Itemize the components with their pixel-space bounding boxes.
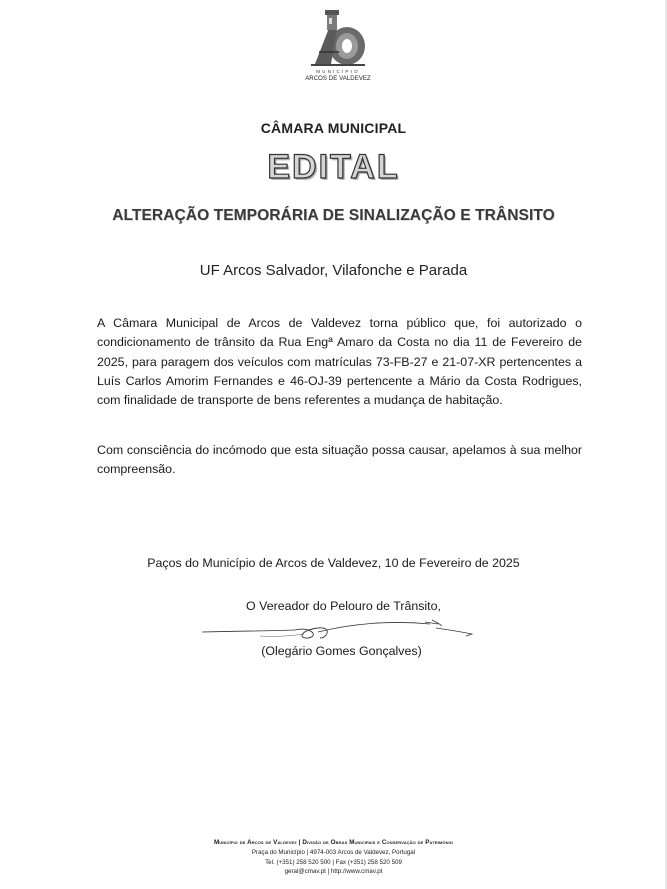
- page-footer: [0, 838, 667, 877]
- logo-name: ARCOS DE VALDEVEZ: [305, 76, 371, 82]
- document-type-title: [0, 148, 667, 187]
- footer-separator: |: [296, 839, 303, 846]
- signer-role: O Vereador do Pelouro de Trânsito,: [246, 599, 441, 613]
- institution-heading: CÂMARA MUNICIPAL: [260, 120, 407, 136]
- footer-organization: [0, 838, 667, 848]
- footer-contacts: [0, 867, 667, 877]
- logo-subtitle: MUNICÍPIO: [316, 69, 360, 74]
- place-and-date: Paços do Município de Arcos de Valdevez, 10 de Fevereiro de 2025: [147, 556, 520, 570]
- footer-address: Praça do Município | 4974-003 Arcos de Valdevez, Portugal: [251, 849, 416, 856]
- footer-phone-fax: Tel. (+351) 258 520 500 | Fax (+351) 258 520 509: [265, 858, 402, 866]
- handwritten-signature-icon: [200, 614, 480, 648]
- municipality-crest-icon: [307, 6, 369, 68]
- signer-name: (Olegário Gomes Gonçalves): [261, 644, 422, 658]
- parish-name: UF Arcos Salvador, Vilafonche e Parada: [199, 262, 468, 279]
- footer-email-link[interactable]: geral@cmav.pt: [284, 868, 326, 875]
- footer-division: Divisão de Obras Municipais e Conservação de Património: [302, 839, 454, 846]
- footer-contact-separator: |: [325, 868, 331, 875]
- body-paragraph-apology: Com consciência do incómodo que esta situação possa causar, apelamos à sua melhor compreensão.: [97, 443, 582, 477]
- footer-municipality: Município de Arcos de Valdevez: [213, 839, 297, 846]
- document-type-text: EDITAL: [267, 148, 400, 186]
- municipality-logo: [300, 6, 376, 92]
- subject-heading: ALTERAÇÃO TEMPORÁRIA DE SINALIZAÇÃO E TRÂNSITO: [112, 207, 555, 224]
- body-paragraph-notice: A Câmara Municipal de Arcos de Valdevez torna público que, foi autorizado o condicionamento de trânsito da Rua Engª Amaro da Costa no dia 11 de Fevereiro de 2025, para paragem dos veículos com matrículas 73-FB-27 e 21-07-XR pertencentes a Luís Carlos Amorim Fernandes e 46-OJ-39 pertencente a Mário da Costa Rodrigues, com finalidade de transporte de bens referentes a mudança de habitação.: [97, 316, 582, 408]
- footer-website-link[interactable]: http://www.cmav.pt: [330, 868, 383, 875]
